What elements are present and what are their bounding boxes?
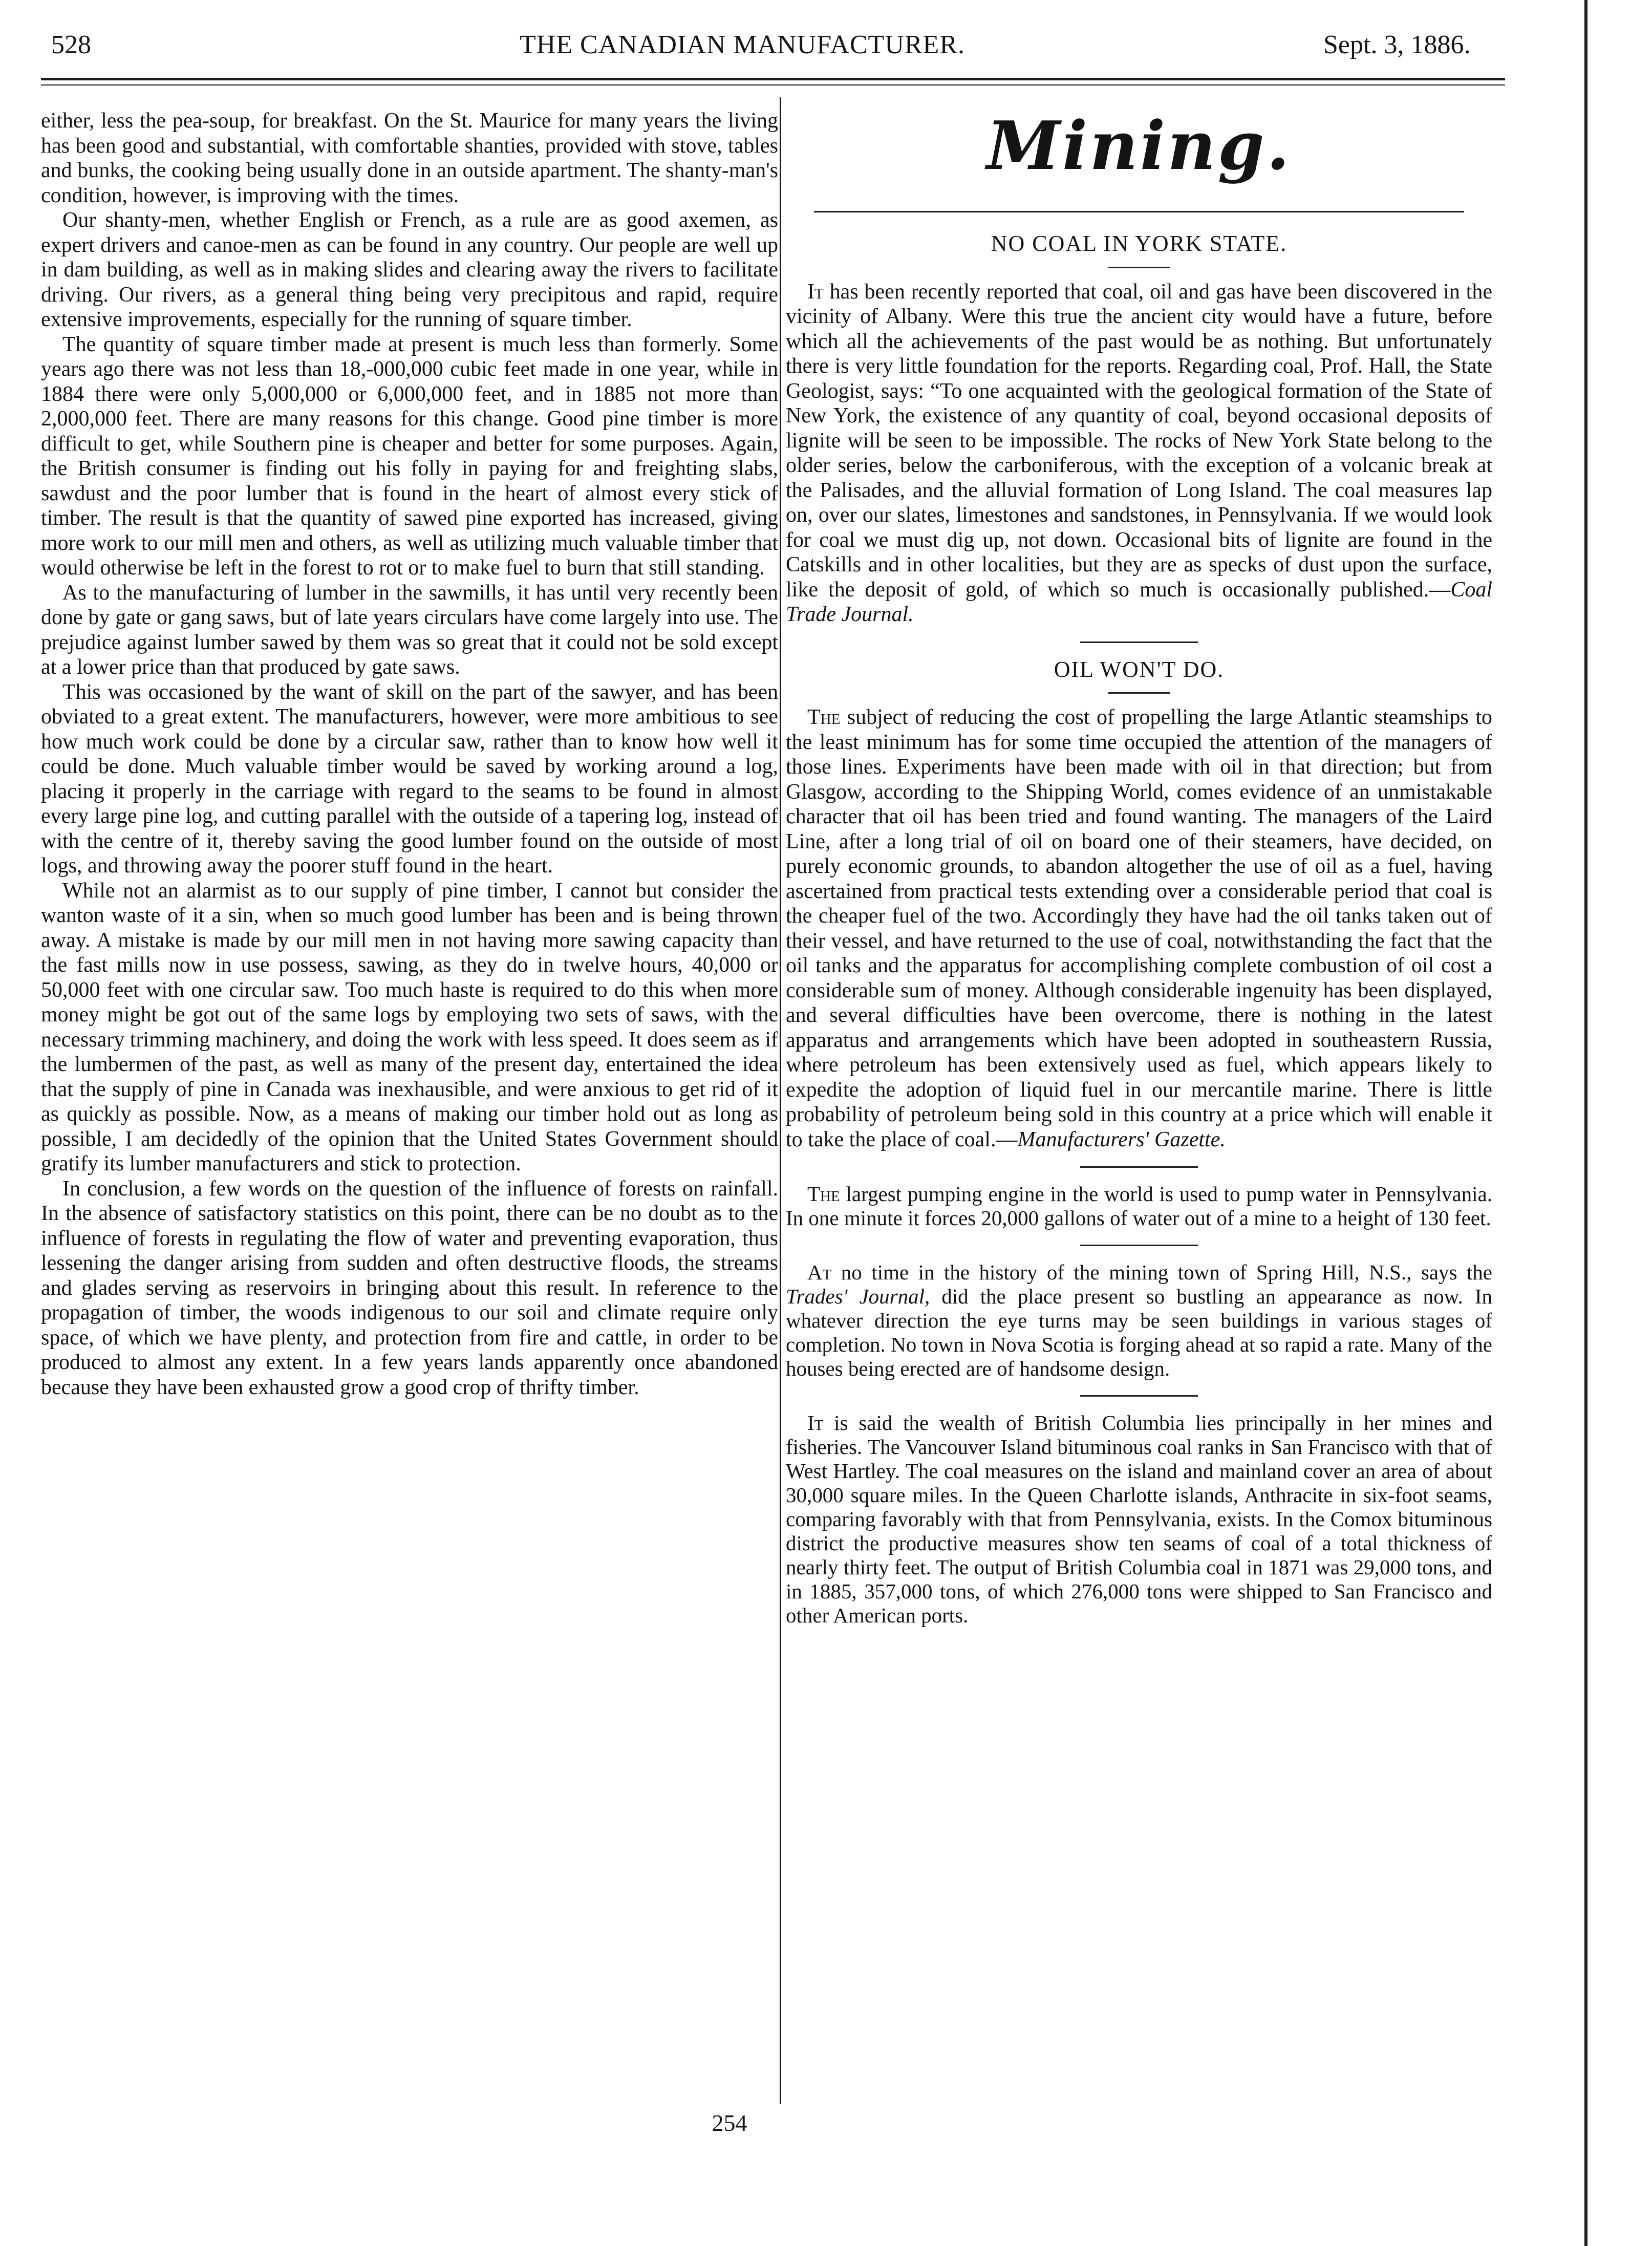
article-body [786, 280, 1492, 627]
article-separator [1080, 1166, 1198, 1168]
header-rule-thick [41, 78, 1505, 80]
news-note [786, 1182, 1492, 1230]
article-separator [1080, 1245, 1198, 1246]
source-credit: Coal Trade Journal. [786, 577, 1492, 626]
header-rule-thin [41, 84, 1505, 85]
note-text: no time in the history of the mining town of Spring Hill, N.S., says the [831, 1260, 1492, 1284]
issue-date: Sept. 3, 1886. [1323, 30, 1471, 59]
article-body [786, 705, 1492, 1152]
section-heading-rule [814, 211, 1464, 212]
source-credit: Manufacturers' Gazette. [1017, 1127, 1226, 1151]
article-text: subject of reducing the cost of propelling the large Atlantic steamships to the least minimum has for some time occupied the attention of the managers of those lines. Experiments have been made with oil in that direction; but from Glasgow, according to the Shipping World, comes evidence of an unmistakable character that oil has been tried and found wanting. The managers of the Laird Line, after a long trial of oil on board one of their steamers, have decided, on purely economic grounds, to abandon altogether the use of oil as a fuel, having ascertained from practical tests extending over a considerable period that coal is the cheaper fuel of the two. Accordingly they have had the oil tanks taken out of their vessel, and have returned to the use of coal, notwithstanding the fact that the oil tanks and the apparatus for accomplishing complete combustion of oil cost a considerable sum of money. Although considerable ingenuity has been displayed, and several difficulties have been overcome, there is nothing in the latest apparatus and arrangements which have been adopted in southeastern Russia, where petroleum has been extensively used as fuel, which appears likely to expedite the adoption of liquid fuel in our mercantile marine. There is little probability of petroleum being sold in this country at a price which will enable it to take the place of coal.— [786, 705, 1492, 1151]
sheet-number: 254 [712, 2110, 747, 2136]
title-rule [1108, 692, 1170, 694]
lead-word: It [807, 280, 824, 304]
article-title: NO COAL IN YORK STATE. [991, 231, 1288, 256]
page-number: 528 [51, 30, 91, 59]
page-edge-shadow [1584, 0, 1587, 2246]
paragraph: This was occasioned by the want of skill on the part of the sawyer, and has been obviated to a great extent. The manufacturers, however, were more ambitious to see how much work could be done by a circular saw, rather than to know how well it could be done. Much valuable timber would be saved by working around a log, placing it properly in the carriage with regard to the seams to be found in almost every large pine log, and cutting parallel with the outside of a tapering log, instead of with the centre of it, thereby saving the good lumber found on the outside of most logs, and throwing away the poorer stuff found in the heart. [41, 680, 778, 878]
article-separator [1080, 641, 1198, 643]
paragraph: Our shanty-men, whether English or French, as a rule are as good axemen, as expert drivers and canoe-men as can be found in any country. Our people are well up in dam building, as well as in making slides and clearing away the rivers to facilitate driving. Our rivers, as a general thing being very precipitous and rapid, require extensive improvements, especially for the running of square timber. [41, 208, 778, 331]
right-column [786, 220, 1492, 1628]
paragraph: While not an alarmist as to our supply of pine timber, I cannot but consider the wanton waste of it a sin, when so much good lumber has been and is being thrown away. A mistake is made by our mill men in not having more sawing capacity than the fast mills now in use possess, sawing, as they do in twelve hours, 40,000 or 50,000 feet with one circular saw. Too much haste is required to do this when more money might be got out of the same logs by employing two sets of saws, with the necessary trimming machinery, and doing the work with less speed. It does seem as if the lumbermen of the past, as well as many of the present day, entertained the idea that the supply of pine in Canada was inexhausible, and were anxious to get rid of it as quickly as possible. Now, as a means of making our timber hold out as long as possible, I am decidedly of the opinion that the United States Government should gratify its lumber manufacturers and stick to protection. [41, 879, 778, 1175]
article-text: has been recently reported that coal, oil and gas have been discovered in the vicinity of Albany. Were this true the ancient city would have a future, before which all the achievements of the past would be as nothing. But unfortunately there is very little foundation for the reports. Regarding coal, Prof. Hall, the State Geologist, says: “To one acquainted with the geological formation of the State of New York, the existence of any quantity of coal, beyond occasional deposits of lignite will be seen to be impossible. The rocks of New York State belong to the older series, below the carboniferous, with the exception of a volcanic break at the Palisades, and the alluvial formation of Long Island. The coal measures lap on, over our slates, limestones and sandstones, in Pennsylvania. If we would look for coal we must dig up, not down. Occasional bits of lignite are found in the Catskills and in other localities, but they are as specks of dust upon the surface, like the deposit of gold, of which so much is occasionally published.— [786, 280, 1492, 602]
publication-title: THE CANADIAN MANUFACTURER. [519, 30, 966, 59]
note-text: is said the wealth of British Columbia lies principally in her mines and fisheries. The Vancouver Island bituminous coal ranks in San Francisco with that of West Hartley. The coal measures on the island and mainland cover an area of about 30,000 square miles. In the Queen Charlotte islands, Anthracite in six-foot seams, comparing favorably with that from Pennsylvania, exists. In the Comox bituminous district the productive measures show ten seams of coal of a total thickness of nearly thirty feet. The output of British Columbia coal in 1871 was 29,000 tons, and in 1885, 357,000 tons, of which 276,000 tons were shipped to San Francisco and other American ports. [786, 1411, 1492, 1627]
lead-word: The [807, 705, 841, 729]
note-text: largest pumping engine in the world is used to pump water in Pennsylvania. In one minute it forces 20,000 gallons of water out of a mine to a height of 130 feet. [786, 1182, 1492, 1230]
title-rule [1108, 267, 1170, 268]
left-column [41, 109, 778, 1400]
paragraph: In conclusion, a few words on the question of the influence of forests on rainfall. In the absence of satisfactory statistics on this point, there can be no doubt as to the influence of forests in regulating the flow of water and preventing evaporation, thus lessening the danger arising from sudden and often destructive floods, the streams and glades serving as reservoirs in bringing about this result. In reference to the propagation of timber, the woods indigenous to our soil and climate require only space, of which we have plenty, and protection from fire and cattle, in order to be produced to almost any extent. In a few years lands apparently once abandoned because they have been exhausted grow a good crop of thrifty timber. [41, 1177, 778, 1399]
article-separator [1080, 1395, 1198, 1397]
news-note [786, 1411, 1492, 1628]
note-source: Trades' Journal [786, 1285, 925, 1308]
paragraph: The quantity of square timber made at present is much less than formerly. Some years ago there was not less than 18,-000,000 cubic feet made in one year, while in 1884 there were only 5,000,000 or 6,000,000 feet, and in 1885 not more than 2,000,000 feet. There are many reasons for this change. Good pine timber is more difficult to get, while Southern pine is cheaper and better for some purposes. Again, the British consumer is finding out his folly in paying for and freighting slabs, sawdust and the poor lumber that is found in the heart of almost every stick of timber. The result is that the quantity of sawed pine exported has increased, giving more work to our mill men and others, as well as utilizing much valuable timber that would otherwise be left in the forest to rot or to make fuel to burn that still standing. [41, 332, 778, 580]
news-note [786, 1260, 1492, 1381]
lead-word: The [807, 1182, 840, 1206]
section-heading-mining: Mining. [986, 106, 1292, 185]
paragraph: either, less the pea-soup, for breakfast. On the St. Maurice for many years the living has been good and substantial, with comfortable shanties, provided with stove, tables and bunks, the cooking being usually done in an outside apartment. The shanty-man's condition, however, is improving with the times. [41, 109, 778, 207]
article-title: OIL WON'T DO. [1054, 656, 1225, 682]
lead-word: It [807, 1411, 824, 1435]
paragraph: As to the manufacturing of lumber in the sawmills, it has until very recently been done by gate or gang saws, but of late years circulars have come largely into use. The prejudice against lumber sawed by them was so great that it could not be sold except at a lower price than that produced by gate saws. [41, 581, 778, 679]
note-text: , did the place present so bustling an appearance as now. In whatever direction the eye turns may be seen buildings in various stages of completion. No town in Nova Scotia is forging ahead at so rapid a rate. Many of the houses being erected are of handsome design. [786, 1285, 1492, 1380]
column-divider [780, 97, 781, 2104]
lead-word: At [807, 1260, 832, 1284]
